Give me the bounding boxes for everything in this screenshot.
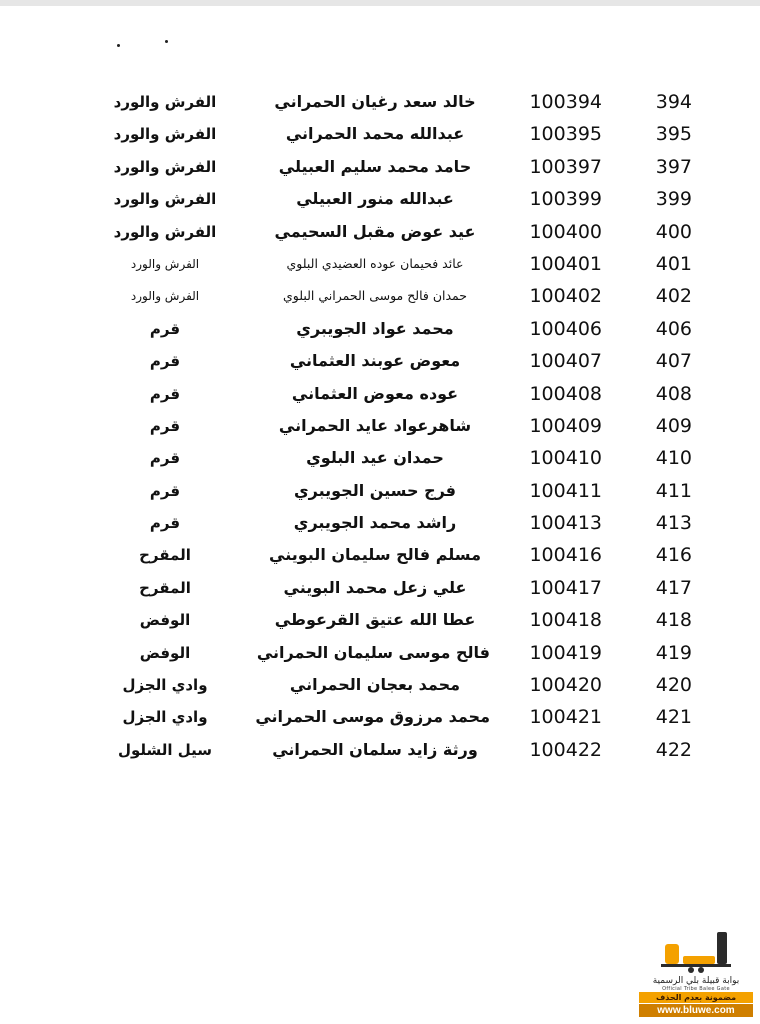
- person-name: حامد محمد سليم العبيلي: [278, 156, 472, 176]
- location-name: الفرش والورد: [113, 190, 217, 209]
- record-id: 100394: [529, 91, 602, 113]
- record-id: 100422: [529, 738, 602, 761]
- location-name: الفرش والورد: [130, 256, 200, 271]
- location-name: قرم: [149, 319, 181, 338]
- record-id: 100413: [529, 512, 602, 535]
- person-name: شاهرعواد عايد الحمراني: [278, 415, 472, 435]
- record-id: 100418: [529, 609, 602, 632]
- location-name: قرم: [149, 481, 181, 500]
- person-name: عبدالله منور العبيلي: [296, 189, 454, 209]
- row-number: 397: [655, 155, 692, 178]
- logo-banner: مضمونة بعدم الحذف: [639, 992, 753, 1003]
- person-name: ورثة زايد سلمان الحمراني: [272, 739, 478, 759]
- record-id: 100395: [529, 123, 602, 146]
- row-number: 411: [655, 479, 692, 502]
- record-id: 100419: [529, 641, 602, 664]
- row-number: 419: [655, 641, 692, 664]
- person-name: عوده معوض العثماني: [291, 383, 459, 403]
- location-name: الوفض: [139, 643, 191, 662]
- location-name: المقرح: [139, 546, 191, 565]
- location-name: الفرش والورد: [113, 93, 217, 111]
- table-row: [0, 86, 760, 118]
- location-name: قرم: [149, 449, 181, 468]
- location-name: الفرش والورد: [113, 157, 217, 176]
- record-id: 100408: [529, 382, 602, 405]
- row-number: 408: [655, 382, 692, 405]
- table-row: [0, 410, 760, 442]
- person-name: مسلم فالح سليمان البويني: [269, 545, 481, 565]
- row-number: 420: [655, 674, 692, 697]
- row-number: 416: [655, 544, 692, 567]
- record-id: 100402: [529, 285, 602, 308]
- scan-speck: [117, 44, 120, 47]
- table-row: [0, 183, 760, 215]
- scan-speck: [165, 40, 168, 43]
- row-number: 400: [655, 220, 692, 243]
- location-name: قرم: [149, 514, 181, 533]
- row-number: 401: [655, 252, 692, 275]
- person-name: حمدان فالح موسى الحمراني البلوي: [282, 288, 468, 304]
- logo-name: بوابة قبيلة بلي الرسمية: [652, 976, 740, 986]
- row-number: 402: [655, 285, 692, 308]
- table-row: [0, 572, 760, 604]
- table-row: [0, 345, 760, 377]
- logo-subtitle: Official Tribe Balee Gate: [662, 986, 730, 992]
- logo-mark-icon: [657, 928, 735, 976]
- record-id: 100410: [529, 447, 602, 470]
- record-id: 100399: [529, 188, 602, 211]
- location-name: قرم: [149, 416, 181, 435]
- record-id: 100420: [529, 674, 602, 697]
- person-name: فرج حسين الجويبري: [293, 480, 457, 500]
- row-number: 395: [655, 123, 692, 146]
- top-scan-band: [0, 0, 760, 6]
- record-id: 100416: [529, 544, 602, 567]
- person-name: راشد محمد الجويبري: [293, 513, 457, 533]
- record-id: 100417: [529, 576, 602, 599]
- person-name: محمد بعجان الحمراني: [289, 675, 461, 695]
- location-name: قرم: [149, 384, 181, 403]
- table-row: [0, 378, 760, 410]
- site-logo[interactable]: [637, 928, 755, 1018]
- record-id: 100400: [529, 220, 602, 243]
- person-name: خالد سعد رغيان الحمراني: [274, 92, 476, 111]
- row-number: 422: [655, 738, 692, 761]
- table-row: [0, 539, 760, 571]
- table-row: [0, 216, 760, 248]
- location-name: قرم: [149, 352, 181, 371]
- row-number: 409: [655, 414, 692, 437]
- location-name: سيل الشلول: [117, 740, 213, 759]
- person-name: حمدان عيد البلوي: [306, 448, 444, 468]
- record-id: 100401: [529, 252, 602, 275]
- record-id: 100409: [529, 414, 602, 437]
- table-row: [0, 669, 760, 701]
- table-row: [0, 313, 760, 345]
- location-name: الوفض: [139, 611, 191, 630]
- person-name: معوض عوبند العثماني: [289, 351, 461, 371]
- table-row: [0, 701, 760, 733]
- table-row: [0, 280, 760, 312]
- table-row: [0, 118, 760, 150]
- person-name: فالح موسى سليمان الحمراني: [256, 642, 490, 662]
- row-number: 413: [655, 512, 692, 535]
- location-name: الفرش والورد: [130, 289, 200, 304]
- location-name: وادي الجزل: [122, 708, 208, 727]
- row-number: 417: [655, 576, 692, 599]
- person-name: محمد مرزوق موسى الحمراني: [255, 707, 490, 727]
- table-row: [0, 604, 760, 636]
- location-name: المقرح: [139, 578, 191, 597]
- row-number: 421: [655, 706, 692, 729]
- table-row: [0, 151, 760, 183]
- row-number: 410: [655, 447, 692, 470]
- person-name: عبدالله محمد الحمراني: [285, 124, 465, 144]
- location-name: الفرش والورد: [113, 222, 217, 241]
- table-row: [0, 442, 760, 474]
- row-number: 399: [655, 188, 692, 211]
- table-row: [0, 637, 760, 669]
- location-name: وادي الجزل: [122, 676, 208, 695]
- record-id: 100411: [529, 479, 602, 502]
- table-row: [0, 475, 760, 507]
- record-id: 100421: [529, 706, 602, 729]
- table-row: [0, 248, 760, 280]
- row-number: 406: [655, 317, 692, 340]
- person-name: علي زعل محمد البويني: [283, 577, 467, 597]
- person-name: محمد عواد الجويبري: [296, 318, 454, 338]
- row-number: 418: [655, 609, 692, 632]
- logo-url-link[interactable]: www.bluwe.com: [639, 1004, 753, 1017]
- row-number: 394: [655, 91, 692, 113]
- record-id: 100406: [529, 317, 602, 340]
- location-name: الفرش والورد: [113, 125, 217, 144]
- row-number: 407: [655, 350, 692, 373]
- person-name: عيد عوض مقبل السحيمي: [274, 221, 476, 241]
- person-name: عائد فحيمان عوده العضيدي البلوي: [286, 255, 464, 271]
- record-id: 100397: [529, 155, 602, 178]
- table-row: [0, 734, 760, 766]
- records-table: [0, 86, 760, 766]
- table-row: [0, 507, 760, 539]
- person-name: عطا الله عتيق القرعوطي: [274, 610, 476, 630]
- record-id: 100407: [529, 350, 602, 373]
